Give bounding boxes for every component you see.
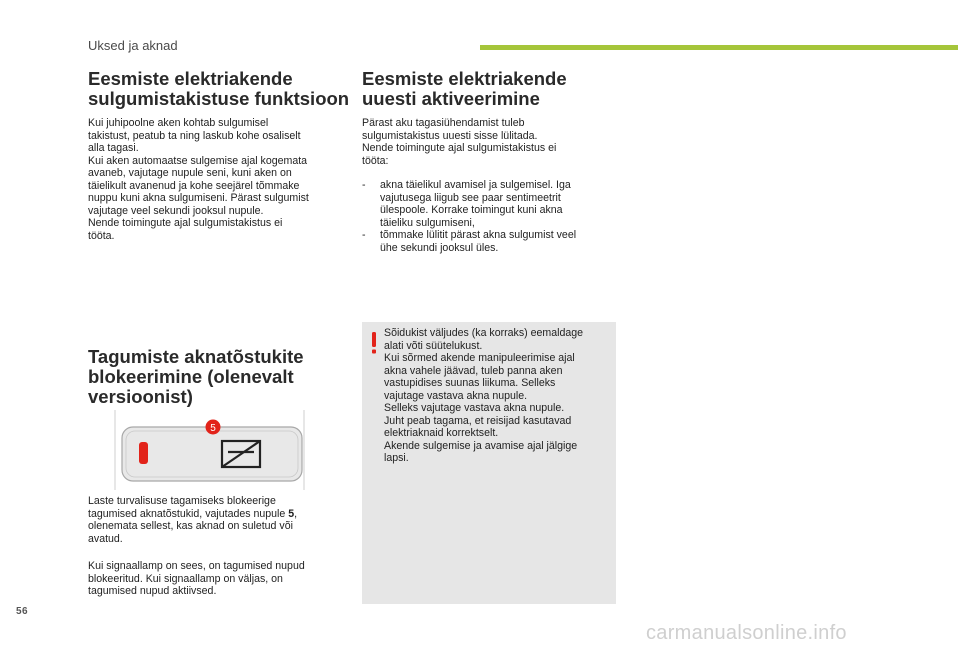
section-title-reactivation: Eesmiste elektriakende uuesti aktiveerimine bbox=[362, 68, 567, 109]
reactivation-list bbox=[362, 179, 622, 254]
list-marker: - bbox=[362, 229, 366, 241]
rear-lock-paragraph-2: Kui signaallamp on sees, on tagumised nupud blokeeritud. Kui signaallamp on väljas, on tagumised nupud aktiivsed. bbox=[88, 560, 305, 597]
lock-warning-lamp bbox=[139, 442, 148, 464]
list-item bbox=[362, 179, 622, 229]
section-header-title: Uksed ja aknad bbox=[88, 38, 178, 53]
rear-window-lock-switch-illustration bbox=[112, 410, 312, 490]
list-item bbox=[362, 229, 622, 254]
section-title-rear-lock: Tagumiste aknatõstukite blokeerimine (olenevalt versioonist) bbox=[88, 346, 304, 407]
front-anti-pinch-text: Kui juhipoolne aken kohtab sulgumisel takistust, peatub ta ning laskub kohe osaliselt alla tagasi. Kui aken automaatse sulgemise ajal kogemata avaneb, vajutage nupule seni, kuni aken on täielikult avanenud ja kohe seejärel tõmmake nuppu kuni akna sulgumiseni. Pärast sulgumist vajutage veel sekundi jooksul nupule. Nende toimingute ajal sulgumistakistus ei tööta. bbox=[88, 117, 309, 242]
list-item-text: akna täielikul avamisel ja sulgemisel. Iga vajutusega liigub see paar sentimeetrit ülespoole. Korrake toimingut kuni akna täieliku sulgumiseni, bbox=[380, 179, 571, 229]
safety-warning-text: Sõidukist väljudes (ka korraks) eemaldage alati võti süütelukust. Kui sõrmed akende manipuleerimise ajal akna vahele jäävad, tuleb panna aken vastupidises suunas liikuma. Selleks vajutage vastava akna nupule. Selleks vajutage vastava akna nupule. Juht peab tagama, et reisijad kasutavad elektriaknaid korrektselt. Akende sulgemise ja avamise ajal jälgige lapsi. bbox=[384, 327, 584, 464]
watermark-text: carmanualsonline.info bbox=[646, 622, 847, 644]
safety-warning-box bbox=[362, 322, 616, 604]
section-title-front-anti-pinch: Eesmiste elektriakende sulgumistakistuse funktsioon bbox=[88, 68, 350, 109]
reactivation-intro: Pärast aku tagasiühendamist tuleb sulgumistakistus uuesti sisse lülitada. Nende toimingute ajal sulgumistakistus ei tööta: bbox=[362, 117, 557, 167]
list-marker: - bbox=[362, 179, 366, 191]
list-item-text: tõmmake lülitit pärast akna sulgumist veel ühe sekundi jooksul üles. bbox=[380, 229, 577, 254]
exclamation-warning-icon bbox=[369, 332, 379, 354]
header-accent-bar bbox=[480, 45, 958, 50]
page-number: 56 bbox=[16, 606, 29, 617]
rear-lock-paragraph-1: Laste turvalisuse tagamiseks blokeerige tagumised aknatõstukid, vajutades nupule 5, olenemata sellest, kas aknad on suletud või avatud. bbox=[88, 495, 298, 545]
callout-number: 5 bbox=[210, 423, 216, 434]
